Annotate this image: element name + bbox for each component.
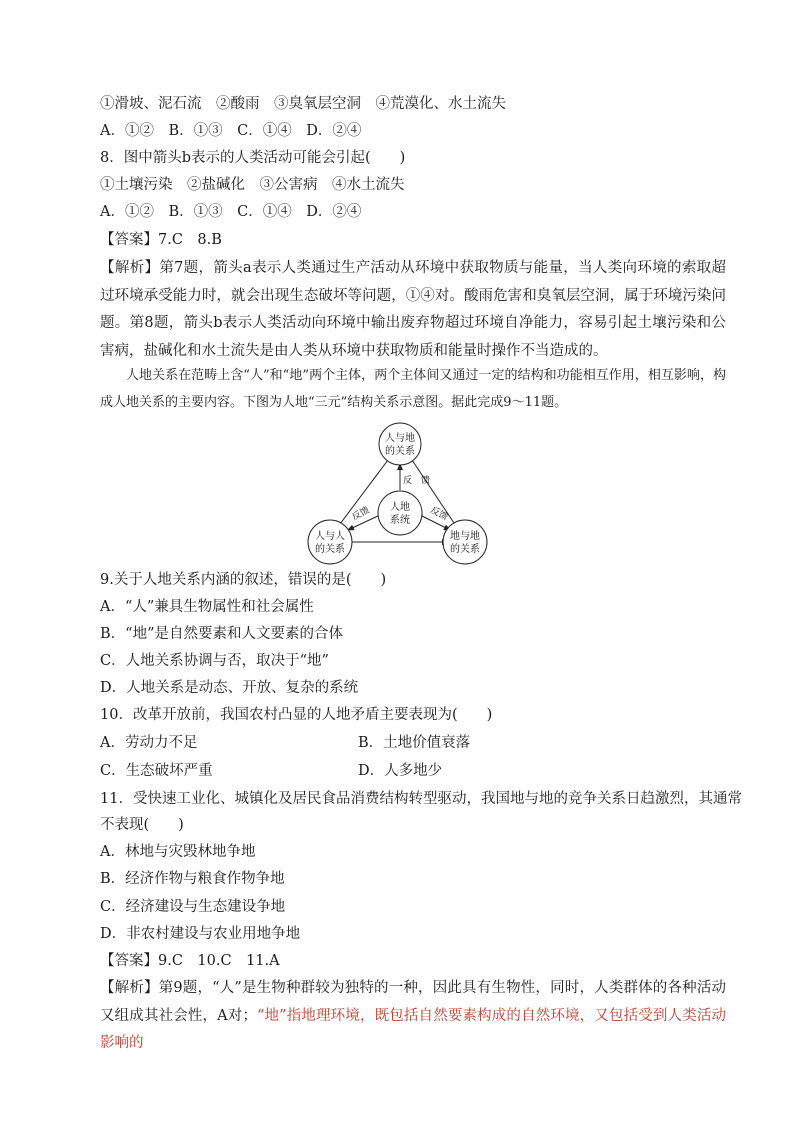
analysis-label: 【解析】: [100, 980, 159, 996]
node-top-label-2: 的关系: [385, 446, 415, 457]
feedback-label-left: 反馈: [350, 505, 372, 523]
node-left-label-2: 的关系: [315, 544, 345, 555]
q9-option-d: D．人地关系是动态、开放、复杂的系统: [100, 680, 359, 696]
node-right-label-2: 的关系: [450, 544, 480, 555]
node-right: [443, 520, 487, 564]
q10-option-c: C．生态破坏严重: [100, 763, 213, 779]
answer-line-2: [100, 951, 280, 971]
feedback-label-top: 反 馈: [403, 476, 431, 486]
answer-text: 7.C 8.B: [158, 232, 222, 248]
q10-option-d: D．人多地少: [358, 763, 443, 779]
answer-text: 9.C 10.C 11.A: [158, 953, 280, 969]
q8-stem: 8．图中箭头b表示的人类活动可能会引起( ): [100, 150, 406, 166]
analysis-1: [100, 255, 726, 365]
q11-option-a: A．林地与灾毁林地争地: [100, 844, 256, 860]
q10-stem: 10．改革开放前，我国农村凸显的人地矛盾主要表现为( ): [100, 707, 493, 723]
q10-option-a: A．劳动力不足: [100, 735, 198, 751]
analysis-2: [100, 975, 726, 1058]
q11-option-d: D．非农村建设与农业用地争地: [100, 926, 301, 942]
q9-stem: 9.关于人地关系内涵的叙述，错误的是( ): [100, 572, 387, 588]
q9-option-c: C．人地关系协调与否，取决于“地”: [100, 653, 329, 669]
q7-options: ①滑坡、泥石流 ②酸雨 ③臭氧层空洞 ④荒漠化、水土流失: [100, 96, 506, 112]
node-right-label-1: 地与地: [450, 531, 480, 542]
diagram-intro: 人地关系在范畴上含“人”和“地”两个主体，两个主体间又通过一定的结构和功能相互作用，相互影响，构成人地关系的主要内容。下图为人地“三元”结构关系示意图。据此完成9～11题。: [100, 368, 726, 410]
node-top-label-1: 人与地: [385, 433, 415, 444]
q11-option-c: C．经济建设与生态建设争地: [100, 899, 286, 915]
analysis-label: 【解析】: [100, 260, 160, 276]
node-center-label-1: 人地: [390, 502, 410, 513]
q8-choices: A．①② B．①③ C．①④ D．②④: [100, 204, 362, 220]
answer-label: 【答案】: [100, 953, 158, 969]
human-earth-diagram: [300, 420, 500, 566]
analysis-text: 第9题，“人”是生物种群较为独特的一种，因此具有生物性，同时，人类群体的各种活动又组成其社会性，A对；: [100, 980, 726, 1024]
node-top: [379, 423, 421, 465]
q8-options: ①土壤污染 ②盐碱化 ③公害病 ④水土流失: [100, 177, 405, 193]
node-center: [378, 491, 422, 535]
q11-stem-line1: 11．受快速工业化、城镇化及居民食品消费结构转型驱动，我国地与地的竞争关系日趋激烈，其通常: [100, 791, 742, 807]
q10-option-b: B．土地价值衰落: [358, 735, 471, 751]
q7-choices: A．①② B．①③ C．①④ D．②④: [100, 123, 362, 139]
q9-option-a: A．“人”兼具生物属性和社会属性: [100, 599, 314, 615]
analysis-text: 第7题，箭头a表示人类通过生产活动从环境中获取物质与能量，当人类向环境的索取超过环境承受能力时，就会出现生态破坏等问题，①④对。酸雨危害和臭氧层空洞，属于环境污染问题。第8题，箭头b表示人类活动向环境中输出废弃物超过环境自净能力，容易引起土壤污染和公害病，盐碱化和水土流失是由人类从环境中获取物质和能量时操作不当造成的。: [100, 260, 727, 359]
analysis-text-red: “地”指地理环境，既包括自然要素构成的自然环境，又包括受到人类活动影响的: [100, 1007, 726, 1051]
q11-stem-line2: 不表现( ): [100, 817, 184, 833]
q9-option-b: B．“地”是自然要素和人文要素的合体: [100, 626, 343, 642]
feedback-label-right: 反馈: [428, 505, 450, 523]
q11-option-b: B．经济作物与粮食作物争地: [100, 871, 285, 887]
node-left: [308, 520, 352, 564]
answer-label: 【答案】: [100, 232, 158, 248]
answer-line-1: [100, 230, 222, 250]
node-center-label-2: 系统: [390, 515, 410, 526]
node-left-label-1: 人与人: [315, 531, 345, 542]
